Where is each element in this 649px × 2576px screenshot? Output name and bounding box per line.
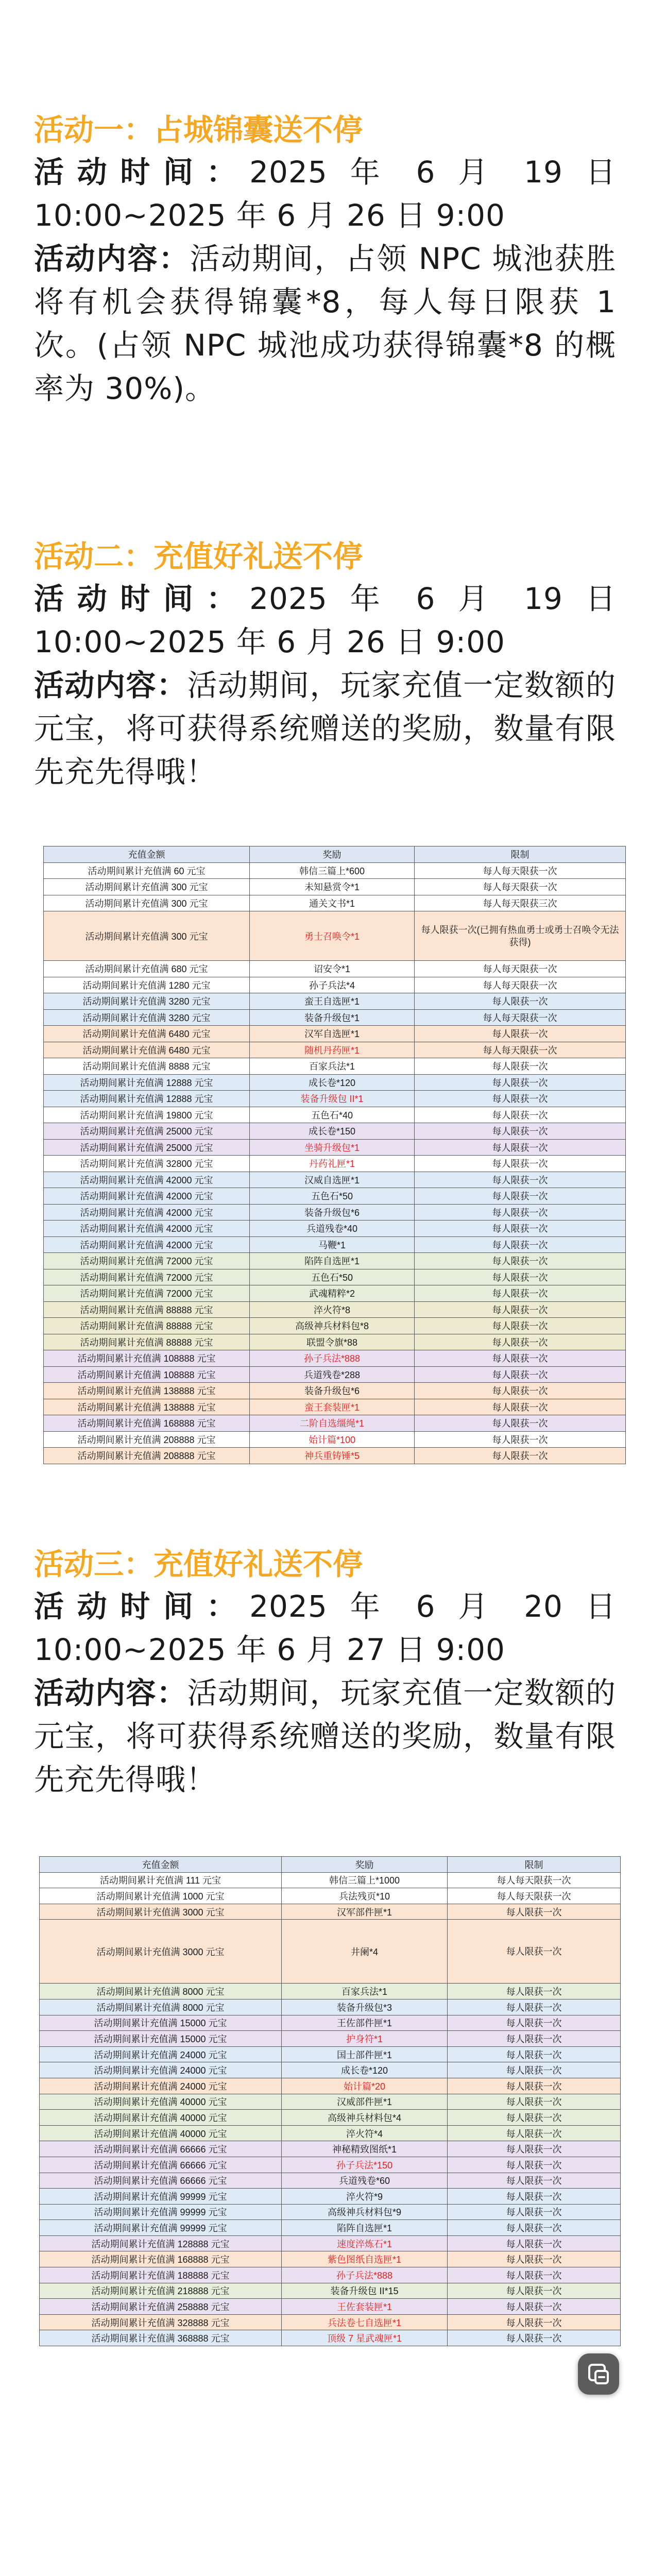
table-row <box>44 1042 626 1058</box>
limit-cell: 每人限获一次 <box>448 2267 621 2283</box>
amount-cell: 活动期间累计充值满 8888 元宝 <box>44 1058 250 1075</box>
table-row <box>44 1156 626 1172</box>
amount-cell: 活动期间累计充值满 40000 元宝 <box>40 2110 282 2126</box>
reward-cell: 通关文书*1 <box>250 895 415 911</box>
reward-cell: 装备升级包*6 <box>250 1204 415 1221</box>
event-1-content-label: 活动内容： <box>34 241 190 276</box>
event-2 <box>34 536 616 793</box>
amount-cell: 活动期间累计充值满 66666 元宝 <box>40 2141 282 2157</box>
limit-cell: 每人限获一次 <box>448 2094 621 2110</box>
table-row <box>44 1334 626 1350</box>
reward-cell: 高级神兵材料包*8 <box>250 1318 415 1334</box>
amount-cell: 活动期间累计充值满 42000 元宝 <box>44 1188 250 1205</box>
limit-cell: 每人限获一次 <box>415 1383 626 1399</box>
reward-cell: 孙子兵法*150 <box>282 2157 448 2173</box>
amount-cell: 活动期间累计充值满 40000 元宝 <box>40 2094 282 2110</box>
amount-cell: 活动期间累计充值满 258888 元宝 <box>40 2299 282 2315</box>
event-1-time-value: 2025 年 6 月 19 日 10:00~2025 年 6 月 26 日 9:00 <box>34 155 616 233</box>
reward-cell: 丹药礼匣*1 <box>250 1156 415 1172</box>
event-1-content-value: 活动期间，占领 NPC 城池获胜将有机会获得锦囊*8，每人每日限获 1 次。(占领 NPC 城池成功获得锦囊*8 的概率为 30%)。 <box>34 241 616 406</box>
amount-cell: 活动期间累计充值满 72000 元宝 <box>44 1285 250 1302</box>
table-row <box>44 1448 626 1464</box>
table-row <box>44 1269 626 1285</box>
event-3-content-value: 活动期间，玩家充值一定数额的元宝，将可获得系统赠送的奖励，数量有限先充先得哦！ <box>34 1675 616 1797</box>
col-reward-header: 奖励 <box>250 846 415 863</box>
amount-cell: 活动期间累计充值满 42000 元宝 <box>44 1172 250 1188</box>
event-2-content-label: 活动内容： <box>34 668 187 703</box>
amount-cell: 活动期间累计充值满 3000 元宝 <box>40 1904 282 1920</box>
reward-cell: 汉军自选匣*1 <box>250 1026 415 1042</box>
table-row <box>40 2267 621 2283</box>
amount-cell: 活动期间累计充值满 8000 元宝 <box>40 1984 282 1999</box>
table-row <box>40 2046 621 2062</box>
table-row <box>44 1139 626 1156</box>
reward-cell: 诏安令*1 <box>250 961 415 977</box>
reward-cell: 兵法残页*10 <box>282 1888 448 1904</box>
event-2-title: 活动二：充值好礼送不停 <box>34 539 363 574</box>
table-row <box>44 1009 626 1026</box>
amount-cell: 活动期间累计充值满 12888 元宝 <box>44 1074 250 1091</box>
limit-cell: 每人限获一次 <box>415 1285 626 1302</box>
limit-cell: 每人限获一次 <box>448 2283 621 2299</box>
amount-cell: 活动期间累计充值满 328888 元宝 <box>40 2314 282 2330</box>
table-row <box>40 1904 621 1920</box>
table-row <box>40 1888 621 1904</box>
limit-cell: 每人限获一次 <box>415 1431 626 1448</box>
table-row <box>40 2125 621 2141</box>
reward-cell: 百家兵法*1 <box>250 1058 415 1075</box>
limit-cell: 每人限获一次 <box>448 2062 621 2078</box>
limit-cell: 每人每天限获一次 <box>448 1872 621 1888</box>
limit-cell: 每人限获一次 <box>415 1188 626 1205</box>
amount-cell: 活动期间累计充值满 99999 元宝 <box>40 2220 282 2236</box>
col-amount-header: 充值金额 <box>44 846 250 863</box>
table-row <box>40 1984 621 1999</box>
limit-cell: 每人限获一次 <box>448 2141 621 2157</box>
amount-cell: 活动期间累计充值满 66666 元宝 <box>40 2173 282 2189</box>
table-row <box>44 961 626 977</box>
table-row <box>40 1999 621 2015</box>
amount-cell: 活动期间累计充值满 15000 元宝 <box>40 2031 282 2047</box>
amount-cell: 活动期间累计充值满 24000 元宝 <box>40 2062 282 2078</box>
col-reward-header: 奖励 <box>282 1857 448 1873</box>
limit-cell: 每人限获一次 <box>415 1318 626 1334</box>
limit-cell: 每人限获一次 <box>415 1269 626 1285</box>
limit-cell: 每人限获一次 <box>415 1415 626 1432</box>
table-row <box>40 2031 621 2047</box>
reward-cell: 五色石*40 <box>250 1107 415 1123</box>
amount-cell: 活动期间累计充值满 6480 元宝 <box>44 1042 250 1058</box>
reward-cell: 百家兵法*1 <box>282 1984 448 1999</box>
limit-cell: 每人限获一次 <box>415 993 626 1010</box>
reward-cell: 紫色图纸自选匣*1 <box>282 2251 448 2267</box>
limit-cell: 每人每天限获一次 <box>415 879 626 895</box>
amount-cell: 活动期间累计充值满 208888 元宝 <box>44 1448 250 1464</box>
reward-cell: 兵道残卷*40 <box>250 1221 415 1237</box>
limit-cell: 每人限获一次 <box>448 2330 621 2346</box>
table-row <box>44 862 626 879</box>
limit-cell: 每人限获一次 <box>448 2204 621 2220</box>
limit-cell: 每人限获一次 <box>448 1920 621 1984</box>
table-row <box>40 2220 621 2236</box>
limit-cell: 每人限获一次 <box>415 1221 626 1237</box>
limit-cell: 每人限获一次 <box>415 1091 626 1107</box>
table-row <box>44 1415 626 1432</box>
table-row <box>40 2283 621 2299</box>
table-row <box>40 2330 621 2346</box>
event-1-time <box>34 150 616 237</box>
table-row <box>44 895 626 911</box>
reward-cell: 高级神兵材料包*9 <box>282 2204 448 2220</box>
table-row <box>40 2062 621 2078</box>
amount-cell: 活动期间累计充值满 24000 元宝 <box>40 2078 282 2094</box>
table-row <box>44 1318 626 1334</box>
reward-cell: 淬火符*8 <box>250 1301 415 1318</box>
amount-cell: 活动期间累计充值满 25000 元宝 <box>44 1139 250 1156</box>
limit-cell: 每人限获一次 <box>448 2314 621 2330</box>
table-row <box>44 1123 626 1140</box>
limit-cell: 每人限获一次 <box>448 2235 621 2251</box>
reward-cell: 始计篇*100 <box>250 1431 415 1448</box>
limit-cell: 每人限获一次 <box>415 1334 626 1350</box>
limit-cell: 每人限获一次 <box>415 1350 626 1367</box>
limit-cell: 每人限获一次 <box>448 1904 621 1920</box>
amount-cell: 活动期间累计充值满 138888 元宝 <box>44 1383 250 1399</box>
limit-cell: 每人限获一次 <box>415 1448 626 1464</box>
reward-cell: 顶级 7 星武魂匣*1 <box>282 2330 448 2346</box>
amount-cell: 活动期间累计充值满 168888 元宝 <box>40 2251 282 2267</box>
limit-cell: 每人限获一次(已拥有热血勇士或勇士召唤令无法获得) <box>415 911 626 961</box>
table-row <box>44 1026 626 1042</box>
limit-cell: 每人限获一次 <box>448 2046 621 2062</box>
table-row <box>40 2299 621 2315</box>
table-row <box>44 879 626 895</box>
amount-cell: 活动期间累计充值满 40000 元宝 <box>40 2125 282 2141</box>
amount-cell: 活动期间累计充值满 99999 元宝 <box>40 2189 282 2205</box>
amount-cell: 活动期间累计充值满 42000 元宝 <box>44 1221 250 1237</box>
limit-cell: 每人限获一次 <box>415 1074 626 1091</box>
reward-cell: 韩信三篇上*600 <box>250 862 415 879</box>
limit-cell: 每人限获一次 <box>448 2031 621 2047</box>
limit-cell: 每人限获一次 <box>415 1236 626 1253</box>
table-row <box>44 993 626 1010</box>
table-row <box>40 2173 621 2189</box>
amount-cell: 活动期间累计充值满 99999 元宝 <box>40 2204 282 2220</box>
reward-cell: 蛮王自选匣*1 <box>250 993 415 1010</box>
amount-cell: 活动期间累计充值满 60 元宝 <box>44 862 250 879</box>
table-row <box>40 1872 621 1888</box>
limit-cell: 每人限获一次 <box>448 2189 621 2205</box>
reward-cell: 装备升级包 II*15 <box>282 2283 448 2299</box>
table-row <box>40 2251 621 2267</box>
table-row <box>44 1204 626 1221</box>
table-row <box>44 1074 626 1091</box>
amount-cell: 活动期间累计充值满 3280 元宝 <box>44 993 250 1010</box>
event-1-time-label: 活动时间： <box>34 155 250 190</box>
amount-cell: 活动期间累计充值满 42000 元宝 <box>44 1236 250 1253</box>
reward-cell: 淬火符*4 <box>282 2125 448 2141</box>
table-row <box>40 2141 621 2157</box>
amount-cell: 活动期间累计充值满 218888 元宝 <box>40 2283 282 2299</box>
limit-cell: 每人限获一次 <box>415 1399 626 1415</box>
amount-cell: 活动期间累计充值满 3280 元宝 <box>44 1009 250 1026</box>
table-row <box>44 1172 626 1188</box>
amount-cell: 活动期间累计充值满 12888 元宝 <box>44 1091 250 1107</box>
limit-cell: 每人限获一次 <box>415 1301 626 1318</box>
col-amount-header: 充值金额 <box>40 1857 282 1873</box>
amount-cell: 活动期间累计充值满 188888 元宝 <box>40 2267 282 2283</box>
table-row <box>40 2314 621 2330</box>
amount-cell: 活动期间累计充值满 1000 元宝 <box>40 1888 282 1904</box>
event-2-time-label: 活动时间： <box>34 581 250 616</box>
table-row <box>40 2015 621 2031</box>
reward-cell: 始计篇*20 <box>282 2078 448 2094</box>
limit-cell: 每人限获一次 <box>415 1156 626 1172</box>
reward-cell: 武魂精粹*2 <box>250 1285 415 1302</box>
event-1 <box>34 109 616 410</box>
limit-cell: 每人限获一次 <box>448 1984 621 1999</box>
event-2-time-value: 2025 年 6 月 19 日 10:00~2025 年 6 月 26 日 9:00 <box>34 581 616 659</box>
amount-cell: 活动期间累计充值满 368888 元宝 <box>40 2330 282 2346</box>
reward-cell: 未知悬赏令*1 <box>250 879 415 895</box>
reward-cell: 兵道残卷*60 <box>282 2173 448 2189</box>
reward-cell: 汉军部件匣*1 <box>282 1904 448 1920</box>
event-3-time <box>34 1585 616 1671</box>
event-3 <box>34 1544 616 1801</box>
col-limit-header: 限制 <box>448 1857 621 1873</box>
event-3-title: 活动三：充值好礼送不停 <box>34 1547 363 1582</box>
amount-cell: 活动期间累计充值满 32800 元宝 <box>44 1156 250 1172</box>
table-row <box>40 2078 621 2094</box>
limit-cell: 每人限获一次 <box>448 2251 621 2267</box>
reward-cell: 陷阵自选匣*1 <box>250 1253 415 1269</box>
limit-cell: 每人每天限获一次 <box>415 961 626 977</box>
limit-cell: 每人限获一次 <box>415 1026 626 1042</box>
limit-cell: 每人每天限获三次 <box>415 895 626 911</box>
reward-cell: 成长卷*150 <box>250 1123 415 1140</box>
limit-cell: 每人每天限获一次 <box>415 862 626 879</box>
reward-cell: 随机丹药匣*1 <box>250 1042 415 1058</box>
event-2-time <box>34 577 616 664</box>
amount-cell: 活动期间累计充值满 680 元宝 <box>44 961 250 977</box>
limit-cell: 每人限获一次 <box>448 2220 621 2236</box>
table-row <box>40 2204 621 2220</box>
amount-cell: 活动期间累计充值满 168888 元宝 <box>44 1415 250 1432</box>
table-row <box>44 1236 626 1253</box>
amount-cell: 活动期间累计充值满 208888 元宝 <box>44 1431 250 1448</box>
amount-cell: 活动期间累计充值满 300 元宝 <box>44 895 250 911</box>
reward-cell: 蛮王套装匣*1 <box>250 1399 415 1415</box>
reward-cell: 神秘精致图纸*1 <box>282 2141 448 2157</box>
table-row <box>44 1285 626 1302</box>
amount-cell: 活动期间累计充值满 42000 元宝 <box>44 1204 250 1221</box>
limit-cell: 每人每天限获一次 <box>415 1042 626 1058</box>
limit-cell: 每人限获一次 <box>448 2299 621 2315</box>
reward-cell: 坐骑升级包*1 <box>250 1139 415 1156</box>
table-row <box>44 911 626 961</box>
amount-cell: 活动期间累计充值满 1280 元宝 <box>44 977 250 993</box>
reward-cell: 神兵重铸锤*5 <box>250 1448 415 1464</box>
event-3-content <box>34 1671 616 1801</box>
table-header-row <box>44 846 626 863</box>
table-row <box>40 2094 621 2110</box>
amount-cell: 活动期间累计充值满 24000 元宝 <box>40 2046 282 2062</box>
amount-cell: 活动期间累计充值满 8000 元宝 <box>40 1999 282 2015</box>
amount-cell: 活动期间累计充值满 72000 元宝 <box>44 1253 250 1269</box>
limit-cell: 每人限获一次 <box>448 1999 621 2015</box>
reward-cell: 五色石*50 <box>250 1269 415 1285</box>
amount-cell: 活动期间累计充值满 111 元宝 <box>40 1872 282 1888</box>
table-row <box>40 2110 621 2126</box>
reward-cell: 汉威自选匣*1 <box>250 1172 415 1188</box>
limit-cell: 每人限获一次 <box>415 1253 626 1269</box>
amount-cell: 活动期间累计充值满 138888 元宝 <box>44 1399 250 1415</box>
reward-cell: 淬火符*9 <box>282 2189 448 2205</box>
reward-cell: 五色石*50 <box>250 1188 415 1205</box>
table-row <box>44 1221 626 1237</box>
limit-cell: 每人限获一次 <box>448 2157 621 2173</box>
reward-cell: 王佐套装匣*1 <box>282 2299 448 2315</box>
limit-cell: 每人限获一次 <box>415 1139 626 1156</box>
reward-cell: 联盟令旗*88 <box>250 1334 415 1350</box>
amount-cell: 活动期间累计充值满 108888 元宝 <box>44 1350 250 1367</box>
amount-cell: 活动期间累计充值满 15000 元宝 <box>40 2015 282 2031</box>
reward-cell: 韩信三篇上*1000 <box>282 1872 448 1888</box>
reward-cell: 二阶自选缰绳*1 <box>250 1415 415 1432</box>
limit-cell: 每人限获一次 <box>415 1058 626 1075</box>
table-row <box>44 1058 626 1075</box>
amount-cell: 活动期间累计充值满 128888 元宝 <box>40 2235 282 2251</box>
reward-cell: 装备升级包*1 <box>250 1009 415 1026</box>
amount-cell: 活动期间累计充值满 300 元宝 <box>44 879 250 895</box>
table-row <box>40 2157 621 2173</box>
amount-cell: 活动期间累计充值满 108888 元宝 <box>44 1366 250 1383</box>
reward-cell: 装备升级包*3 <box>282 1999 448 2015</box>
event-2-content-value: 活动期间，玩家充值一定数额的元宝，将可获得系统赠送的奖励，数量有限先充先得哦！ <box>34 668 616 789</box>
reward-cell: 装备升级包*6 <box>250 1383 415 1399</box>
limit-cell: 每人限获一次 <box>415 1366 626 1383</box>
limit-cell: 每人每天限获一次 <box>415 1009 626 1026</box>
table-row <box>44 1091 626 1107</box>
reward-cell: 井阑*4 <box>282 1920 448 1984</box>
table-row <box>44 1350 626 1367</box>
amount-cell: 活动期间累计充值满 66666 元宝 <box>40 2157 282 2173</box>
limit-cell: 每人限获一次 <box>415 1172 626 1188</box>
event-1-content <box>34 237 616 410</box>
limit-cell: 每人限获一次 <box>448 2078 621 2094</box>
limit-cell: 每人每天限获一次 <box>448 1888 621 1904</box>
event-2-content <box>34 664 616 793</box>
reward-cell: 孙子兵法*4 <box>250 977 415 993</box>
reward-cell: 高级神兵材料包*4 <box>282 2110 448 2126</box>
table-row <box>44 1301 626 1318</box>
reward-cell: 勇士召唤令*1 <box>250 911 415 961</box>
amount-cell: 活动期间累计充值满 25000 元宝 <box>44 1123 250 1140</box>
table-row <box>44 1366 626 1383</box>
limit-cell: 每人限获一次 <box>448 2173 621 2189</box>
limit-cell: 每人限获一次 <box>415 1107 626 1123</box>
limit-cell: 每人限获一次 <box>448 2125 621 2141</box>
reward-cell: 成长卷*120 <box>282 2062 448 2078</box>
amount-cell: 活动期间累计充值满 6480 元宝 <box>44 1026 250 1042</box>
reward-cell: 孙子兵法*888 <box>282 2267 448 2283</box>
table-row <box>44 977 626 993</box>
table-row <box>40 2235 621 2251</box>
amount-cell: 活动期间累计充值满 72000 元宝 <box>44 1269 250 1285</box>
table-row <box>44 1188 626 1205</box>
table-row <box>44 1253 626 1269</box>
amount-cell: 活动期间累计充值满 88888 元宝 <box>44 1318 250 1334</box>
event-1-title: 活动一：占城锦囊送不停 <box>34 112 363 147</box>
event-3-content-label: 活动内容： <box>34 1675 187 1710</box>
reward-cell: 兵法卷七自选匣*1 <box>282 2314 448 2330</box>
table-row <box>44 1431 626 1448</box>
reward-cell: 成长卷*120 <box>250 1074 415 1091</box>
table-row <box>40 2189 621 2205</box>
table-row <box>40 1920 621 1984</box>
amount-cell: 活动期间累计充值满 3000 元宝 <box>40 1920 282 1984</box>
reward-cell: 护身符*1 <box>282 2031 448 2047</box>
table-row <box>44 1383 626 1399</box>
limit-cell: 每人限获一次 <box>415 1204 626 1221</box>
amount-cell: 活动期间累计充值满 300 元宝 <box>44 911 250 961</box>
reward-cell: 陷阵自选匣*1 <box>282 2220 448 2236</box>
amount-cell: 活动期间累计充值满 19800 元宝 <box>44 1107 250 1123</box>
event-3-time-label: 活动时间： <box>34 1589 250 1624</box>
reward-cell: 孙子兵法*888 <box>250 1350 415 1367</box>
amount-cell: 活动期间累计充值满 88888 元宝 <box>44 1334 250 1350</box>
reward-cell: 汉威部件匣*1 <box>282 2094 448 2110</box>
reward-table-3 <box>39 1856 621 2346</box>
reward-cell: 马鞭*1 <box>250 1236 415 1253</box>
limit-cell: 每人限获一次 <box>415 1123 626 1140</box>
limit-cell: 每人每天限获一次 <box>415 977 626 993</box>
reward-cell: 装备升级包 II*1 <box>250 1091 415 1107</box>
reward-cell: 国士部件匣*1 <box>282 2046 448 2062</box>
limit-cell: 每人限获一次 <box>448 2110 621 2126</box>
event-3-time-value: 2025 年 6 月 20 日 10:00~2025 年 6 月 27 日 9:00 <box>34 1589 616 1667</box>
reward-cell: 速度淬炼石*1 <box>282 2235 448 2251</box>
table-row <box>44 1399 626 1415</box>
table-row <box>44 1107 626 1123</box>
screenshot-share-icon[interactable] <box>578 2353 619 2395</box>
limit-cell: 每人限获一次 <box>448 2015 621 2031</box>
amount-cell: 活动期间累计充值满 88888 元宝 <box>44 1301 250 1318</box>
table-header-row <box>40 1857 621 1873</box>
reward-cell: 兵道残卷*288 <box>250 1366 415 1383</box>
reward-table-2 <box>43 846 626 1464</box>
reward-cell: 王佐部件匣*1 <box>282 2015 448 2031</box>
col-limit-header: 限制 <box>415 846 626 863</box>
